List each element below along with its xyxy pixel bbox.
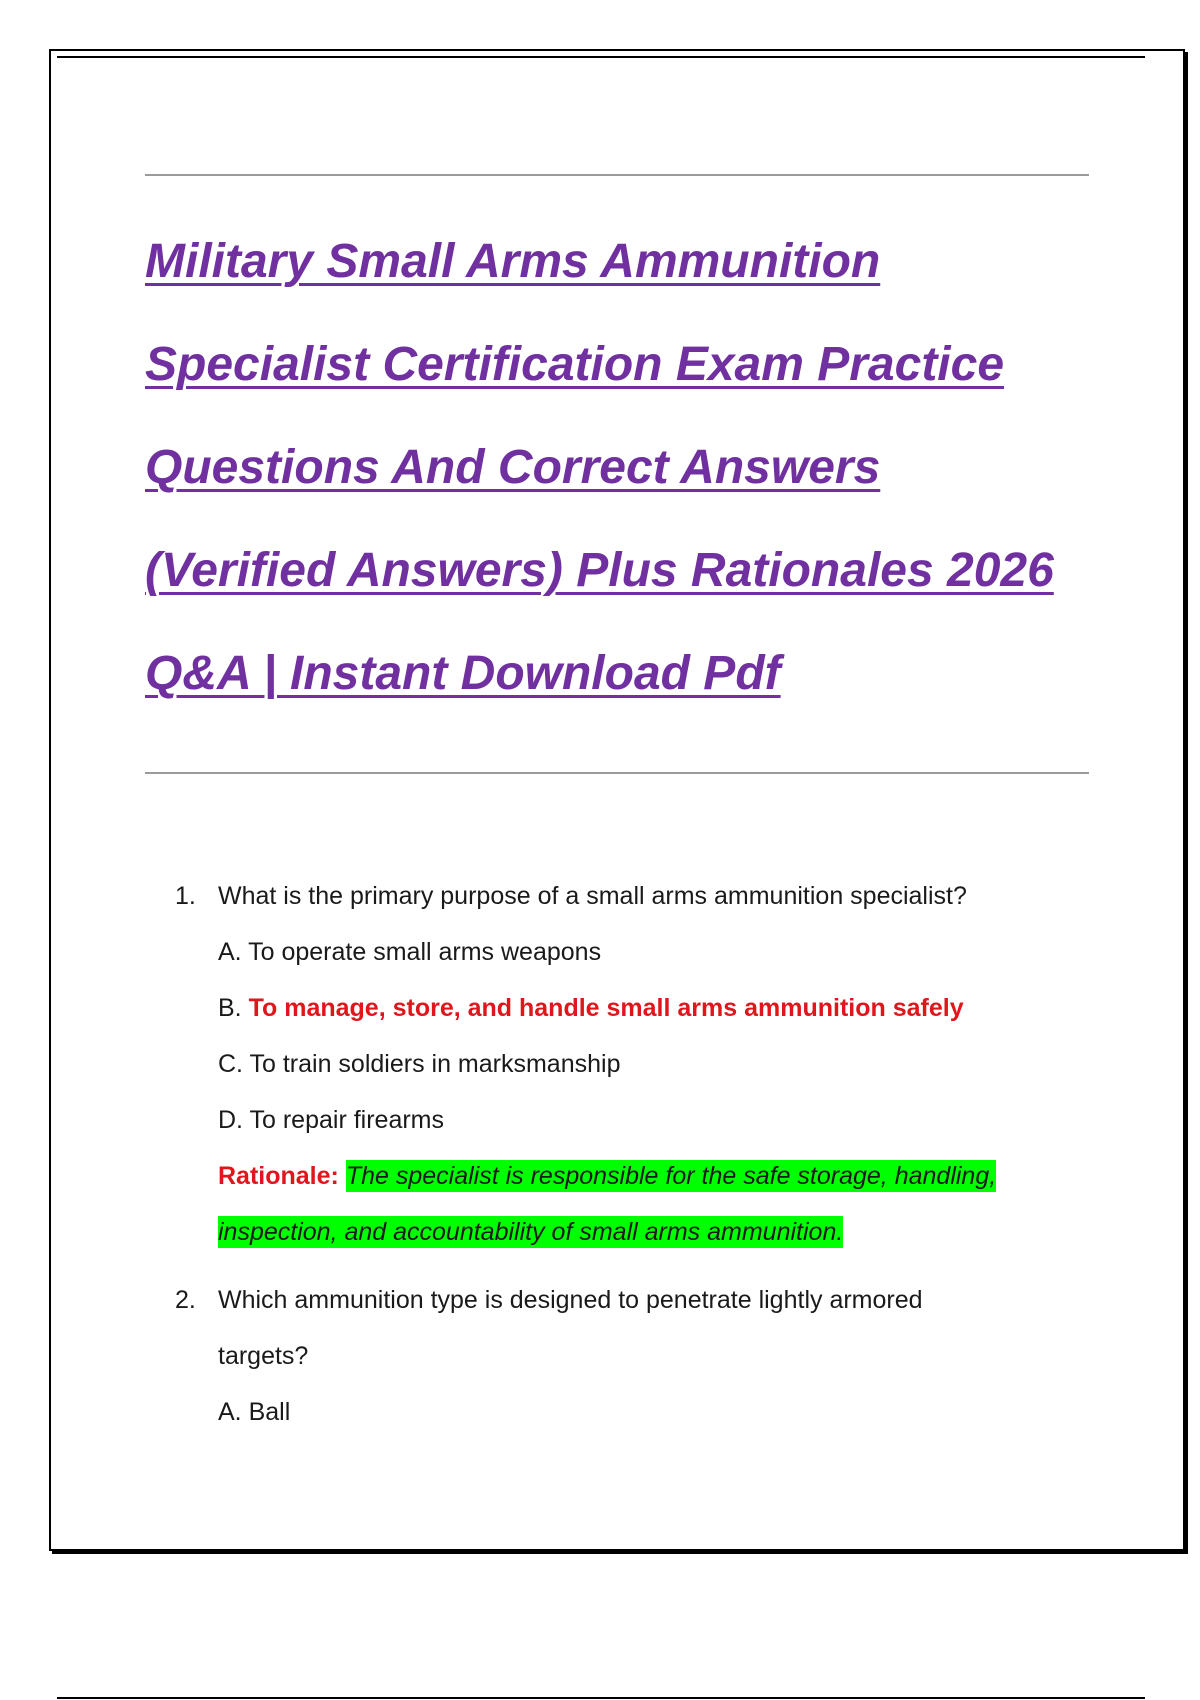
rationale-text: inspection, and accountability of small arms ammunition.	[218, 1218, 844, 1246]
option-letter: D.	[218, 1106, 243, 1134]
title-line: Q&A | Instant Download Pdf	[145, 647, 781, 700]
rationale-label: Rationale:	[218, 1162, 339, 1190]
title-line: (Verified Answers) Plus Rationales 2026	[145, 544, 1054, 597]
question-number: 1.	[175, 882, 196, 910]
option-letter: A.	[218, 1398, 242, 1426]
title-line: Specialist Certification Exam Practice	[145, 338, 1005, 391]
document-title	[145, 210, 1105, 725]
question-list	[175, 868, 1075, 1440]
option-text: To operate small arms weapons	[248, 938, 602, 966]
question-text: What is the primary purpose of a small arms ammunition specialist?	[218, 882, 967, 910]
question-text: targets?	[218, 1342, 309, 1370]
title-line: Questions And Correct Answers	[145, 441, 881, 494]
title-bottom-divider	[145, 772, 1089, 774]
option-b	[175, 980, 1075, 1036]
option-a	[175, 924, 1075, 980]
option-text: Ball	[248, 1398, 291, 1426]
option-text: To train soldiers in marksmanship	[249, 1050, 621, 1078]
option-a	[175, 1384, 1075, 1440]
option-c	[175, 1036, 1075, 1092]
option-letter: A.	[218, 938, 242, 966]
top-rule	[57, 56, 1145, 58]
rationale-text: The specialist is responsible for the safe storage, handling,	[345, 1162, 997, 1190]
option-letter: B.	[218, 994, 242, 1022]
option-text: To repair firearms	[249, 1106, 444, 1134]
title-line: Military Small Arms Ammunition	[145, 235, 881, 288]
question-number: 2.	[175, 1286, 196, 1314]
rationale	[175, 1148, 1075, 1260]
question-2	[175, 1272, 1075, 1384]
question-text: Which ammunition type is designed to penetrate lightly armored	[218, 1286, 923, 1314]
question-1	[175, 868, 1075, 924]
correct-answer-text: To manage, store, and handle small arms ammunition safely	[248, 994, 964, 1022]
option-d	[175, 1092, 1075, 1148]
next-page-top-rule	[57, 1697, 1145, 1699]
title-top-divider	[145, 174, 1089, 176]
option-letter: C.	[218, 1050, 243, 1078]
